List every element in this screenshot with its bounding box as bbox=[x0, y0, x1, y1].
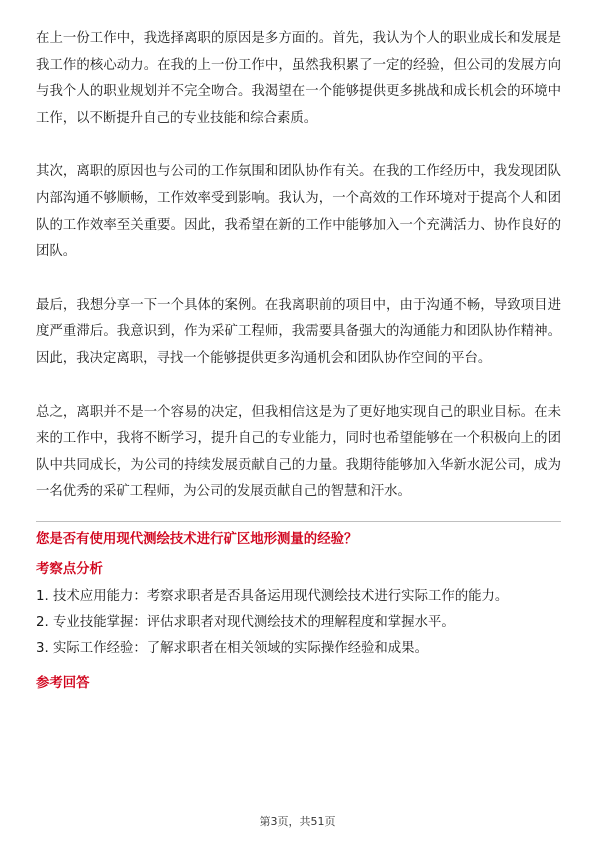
question-heading: 您是否有使用现代测绘技术进行矿区地形测量的经验？ bbox=[36, 531, 358, 547]
analysis-heading: 考察点分析 bbox=[36, 561, 103, 577]
page-number: 第3页，共51页 bbox=[259, 815, 336, 828]
answer-paragraph-2: 其次，离职的原因也与公司的工作氛围和团队协作有关。在我的工作经历中，我发现团队内部沟通不够顺畅，工作效率受到影响。我认为，一个高效的工作环境对于提高个人和团队的工作效率至关重要。因此，我希望在新的工作中能够加入一个充满活力、协作良好的团队。 bbox=[36, 164, 561, 260]
section-divider bbox=[36, 521, 561, 522]
analysis-list bbox=[36, 584, 561, 662]
page-content bbox=[36, 26, 561, 696]
reference-answer-heading: 参考回答 bbox=[36, 675, 90, 691]
analysis-point-3: 3. 实际工作经验：了解求职者在相关领域的实际操作经验和成果。 bbox=[36, 640, 428, 656]
analysis-point-1: 1. 技术应用能力：考察求职者是否具备运用现代测绘技术进行实际工作的能力。 bbox=[36, 588, 509, 604]
analysis-point-2: 2. 专业技能掌握：评估求职者对现代测绘技术的理解程度和掌握水平。 bbox=[36, 614, 455, 630]
answer-paragraph-4: 总之，离职并不是一个容易的决定，但我相信这是为了更好地实现自己的职业目标。在未来的工作中，我将不断学习，提升自己的专业能力，同时也希望能够在一个积极向上的团队中共同成长，为公司的持续发展贡献自己的力量。我期待能够加入华新水泥公司，成为一名优秀的采矿工程师，为公司的发展贡献自己的智慧和汗水。 bbox=[36, 404, 561, 500]
answer-paragraph-1: 在上一份工作中，我选择离职的原因是多方面的。首先，我认为个人的职业成长和发展是我工作的核心动力。在我的上一份工作中，虽然我积累了一定的经验，但公司的发展方向与我个人的职业规划并不完全吻合。我渴望在一个能够提供更多挑战和成长机会的环境中工作，以不断提升自己的专业技能和综合素质。 bbox=[36, 31, 561, 126]
answer-paragraph-3: 最后，我想分享一下一个具体的案例。在我离职前的项目中，由于沟通不畅，导致项目进度严重滞后。我意识到，作为采矿工程师，我需要具备强大的沟通能力和团队协作精神。因此，我决定离职，寻找一个能够提供更多沟通机会和团队协作空间的平台。 bbox=[36, 297, 561, 366]
